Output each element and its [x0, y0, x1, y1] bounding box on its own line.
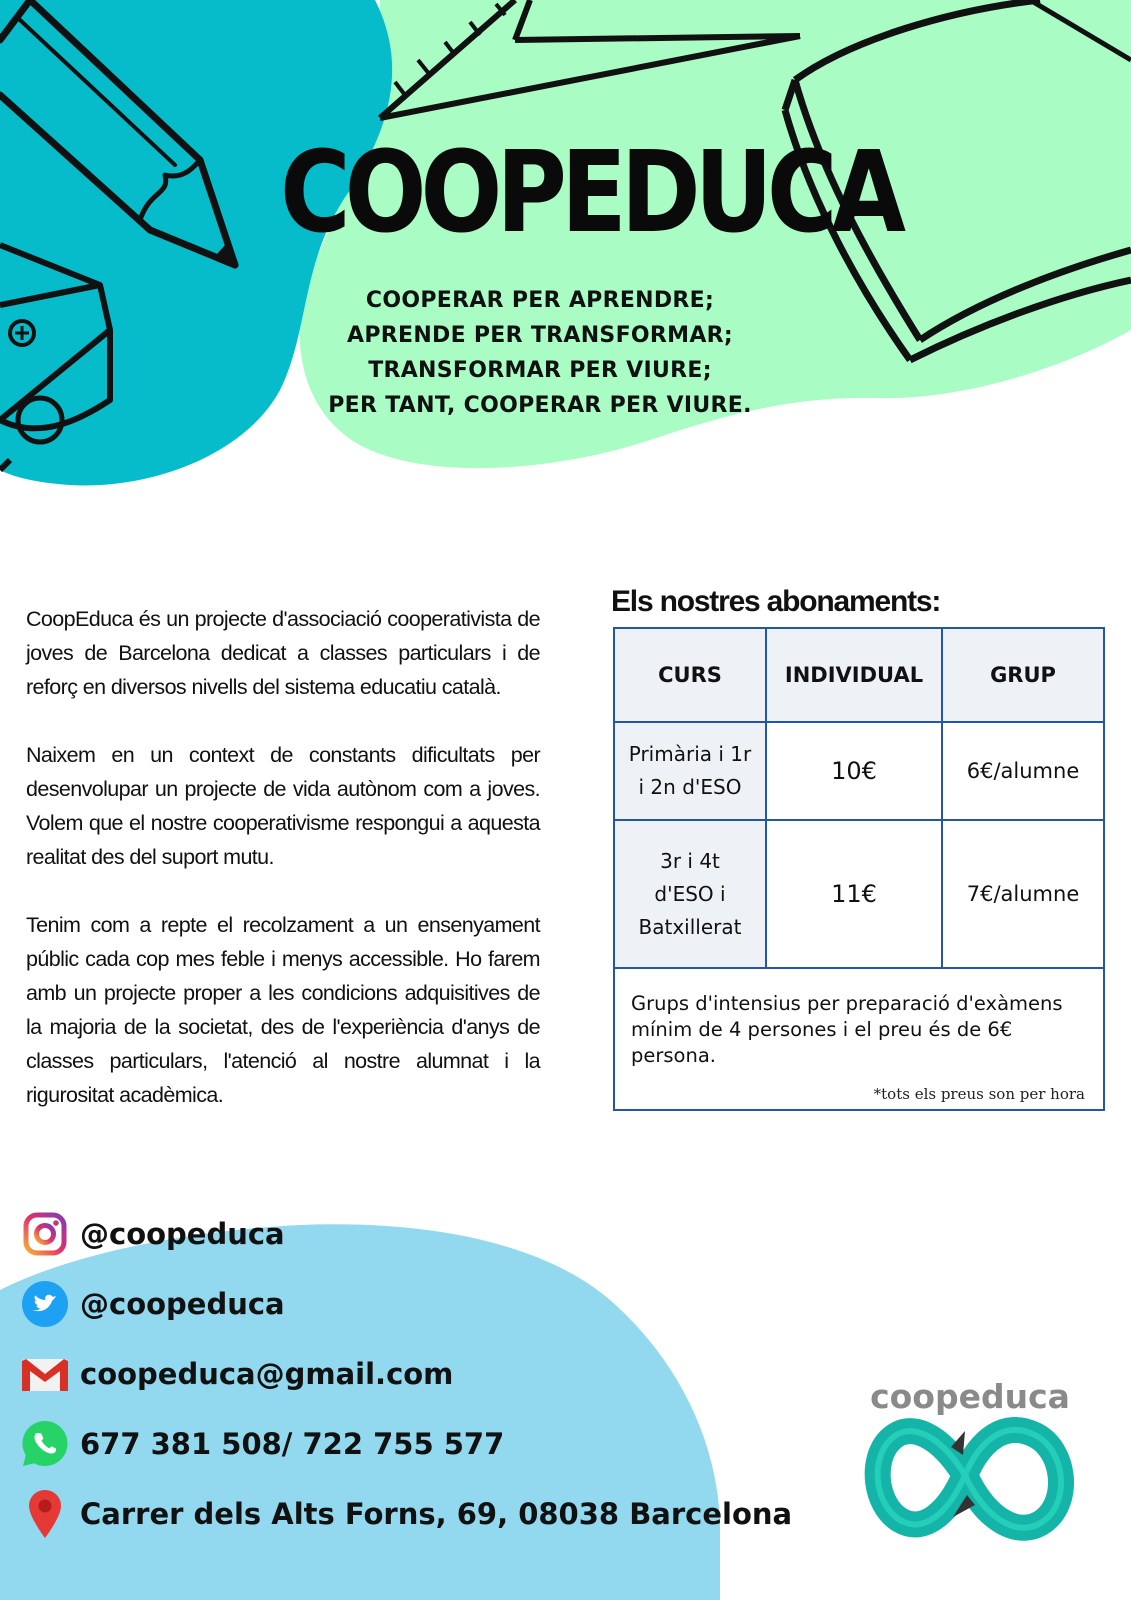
contact-text: coopeduca@gmail.com: [80, 1357, 454, 1391]
pricing-table: [613, 627, 1105, 1111]
header-course: CURS: [614, 628, 766, 722]
twitter-icon: [18, 1277, 72, 1331]
intensive-note-cell: [614, 968, 1104, 1110]
header-individual: INDIVIDUAL: [766, 628, 942, 722]
contact-text: @coopeduca: [80, 1217, 285, 1251]
contact-email[interactable]: [18, 1344, 778, 1404]
contact-address[interactable]: [18, 1484, 793, 1544]
motto-line: PER TANT, COOPERAR PER VIURE.: [328, 393, 752, 418]
logo-text: coopeduca: [870, 1377, 1070, 1416]
contact-text: Carrer dels Alts Forns, 69, 08038 Barcelona: [80, 1497, 793, 1531]
group-price: 7€/alumne: [942, 820, 1104, 968]
course-line: i 2n d'ESO: [638, 775, 742, 799]
course-cell: [614, 820, 766, 968]
motto-line: COOPERAR PER APRENDRE;: [365, 288, 715, 313]
infinity-logo-icon: [855, 1395, 1085, 1555]
course-line: Primària i 1r: [628, 742, 752, 766]
individual-price: 10€: [766, 722, 942, 820]
contact-phone[interactable]: [18, 1414, 778, 1474]
contact-instagram[interactable]: [18, 1204, 778, 1264]
pricing-header-row: [614, 628, 1104, 722]
coopeduca-logo: [855, 1377, 1085, 1555]
motto-line: TRANSFORMAR PER VIURE;: [368, 358, 712, 383]
course-line: Batxillerat: [638, 914, 742, 939]
contact-text: 677 381 508/ 722 755 577: [80, 1427, 505, 1461]
course-line: 3r i 4t: [660, 848, 720, 873]
pricing-note-row: [614, 968, 1104, 1110]
motto: [300, 283, 780, 423]
instagram-icon: [18, 1207, 72, 1261]
location-pin-icon: [18, 1487, 72, 1541]
intro-paragraph: Tenim com a repte el recolzament a un ensenyament públic cada cop mes feble i menys accessible. Ho farem amb un projecte proper a les condicions adquisitives de la majoria de la societat, des de l'experiència d'anys de classes particulars, l'atenció al nostre alumnat i la rigurositat acadèmica.: [26, 913, 540, 1107]
contact-twitter[interactable]: [18, 1274, 778, 1334]
pricing-title: Els nostres abonaments:: [611, 585, 941, 618]
course-cell: [614, 722, 766, 820]
intro-paragraph: CoopEduca és un projecte d'associació cooperativista de joves de Barcelona dedicat a classes particulars i de reforç en diversos nivells del sistema educatiu català.: [26, 607, 540, 699]
group-price: 6€/alumne: [942, 722, 1104, 820]
pricing-row: [614, 820, 1104, 968]
price-footnote: *tots els preus son per hora: [873, 1085, 1085, 1103]
intro-paragraph: Naixem en un context de constants dificultats per desenvolupar un projecte de vida autònom com a joves. Volem que el nostre cooperativisme respongui a aquesta realitat des del suport mutu.: [26, 743, 540, 869]
motto-line: APRENDE PER TRANSFORMAR;: [347, 323, 733, 348]
contact-text: @coopeduca: [80, 1287, 285, 1321]
whatsapp-icon: [18, 1417, 72, 1471]
intro-text: [26, 602, 540, 1146]
intensive-note: Grups d'intensius per preparació d'exàmens mínim de 4 persones i el preu és de 6€ persona.: [631, 992, 1063, 1067]
individual-price: 11€: [766, 820, 942, 968]
page-title: COOPEDUCA: [280, 128, 901, 258]
header-group: GRUP: [942, 628, 1104, 722]
course-line: d'ESO i: [654, 881, 726, 906]
pricing-row: [614, 722, 1104, 820]
gmail-icon: [18, 1347, 72, 1401]
